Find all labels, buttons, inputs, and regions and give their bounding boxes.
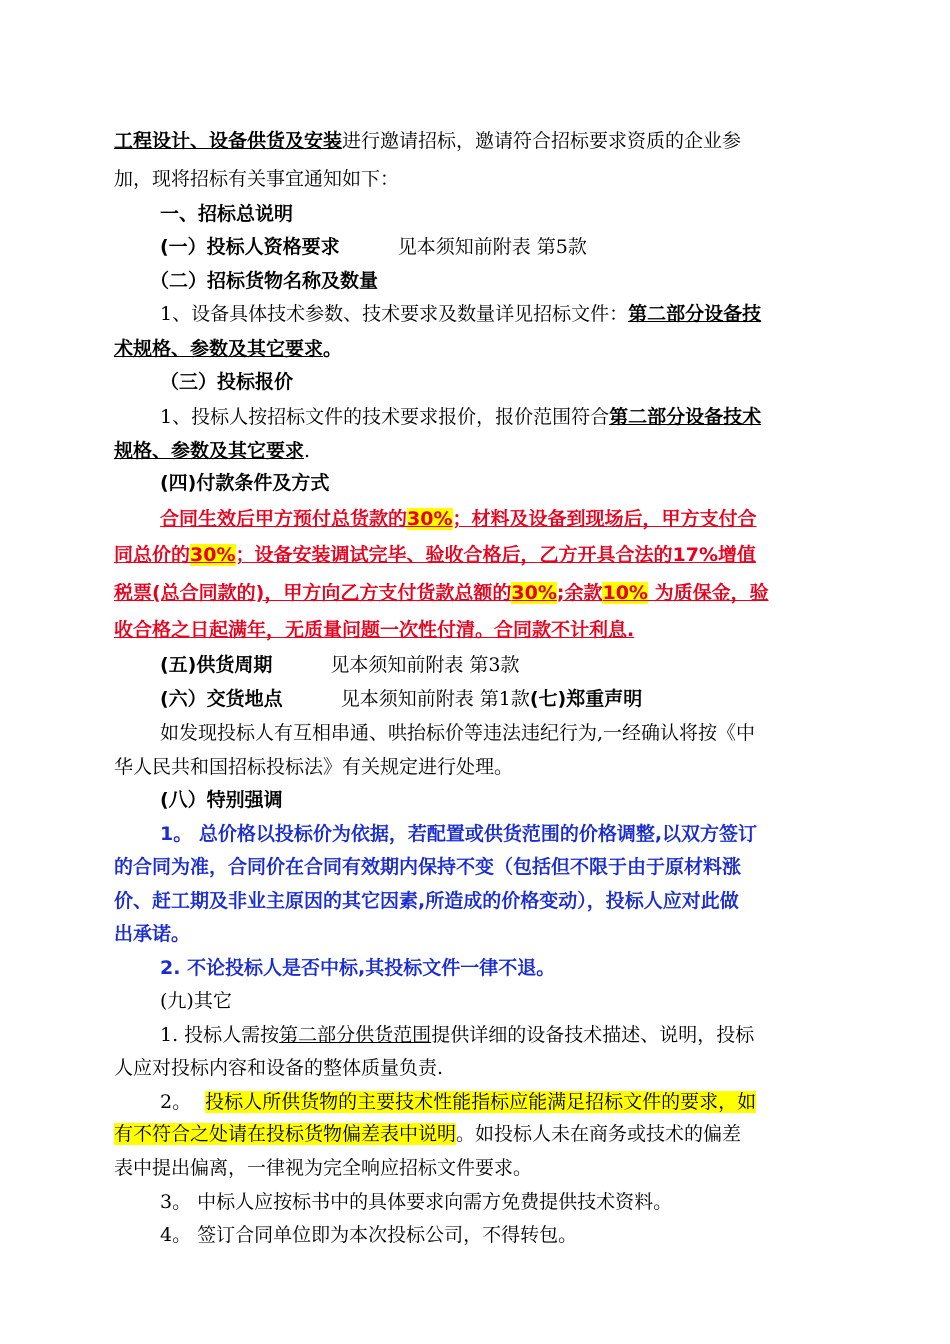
other-item-1-cont: 人应对投标内容和设备的整体质量负责. [114,1057,444,1079]
payment-line-4 [0,617,950,644]
other-item-2-num: 2。 [160,1091,192,1113]
section-1-1-ref: 见本须知前附表 第5款 [397,236,587,258]
section-1-3-title: （三）投标报价 [160,371,294,393]
intro-line-1 [0,128,950,155]
payment-text-3e: 为质保金，验 [647,582,769,604]
other-item-2-cont-2: 表中提出偏离，一律视为完全响应招标文件要求。 [114,1157,533,1179]
other-item-2-highlight-2: 有不符合之处请在投标货物偏差表中说明 [114,1123,457,1145]
project-name: 工程设计、设备供货及安装 [114,130,343,152]
section-1-1 [0,234,950,261]
emphasis-line-5: 2. 不论投标人是否中标,其投标文件一律不退。 [160,957,556,979]
section-1-2-para-1 [0,301,950,328]
other-item-3: 3。 中标人应按标书中的具体要求向需方免费提供技术资料。 [160,1191,673,1213]
other-item-1 [0,1022,950,1049]
section-1-6-title: (六）交货地点 [160,688,283,710]
section-1-5-ref: 见本须知前附表 第3款 [330,654,520,676]
section-1-3-link-1: 第二部分设备技术 [609,406,762,428]
payment-text-4: 收合格之日起满年，无质量问题一次性付清。合同款不计利息. [114,619,635,641]
section-1-3-text: 1、投标人按招标文件的技术要求报价，报价范围符合 [160,406,610,428]
payment-line-2 [0,542,950,569]
section-1-2-text: 1、设备具体技术参数、技术要求及数量详见招标文件： [160,303,629,325]
emphasis-line-3: 价、赶工期及非业主原因的其它因素,所造成的价格变动），投标人应对此做 [114,890,739,912]
section-1-3-link-2: 规格、参数及其它要求 [114,440,305,462]
section-1-2-link-1: 第二部分设备技 [628,303,762,325]
payment-pct-4: 10% [602,582,648,604]
other-item-1-link: 第二部分供货范围 [279,1024,432,1046]
section-1-5-title: (五)供货周期 [160,654,273,676]
payment-pct-2: 30% [190,544,236,566]
payment-line-3 [0,580,950,607]
declaration-line-1: 如发现投标人有互相串通、哄抬标价等违法违纪行为,一经确认将按《中 [160,722,756,744]
intro-text-1: 进行邀请招标，邀请符合招标要求资质的企业参 [342,130,742,152]
declaration-line-2: 华人民共和国招标投标法》有关规定进行处理。 [114,756,514,778]
other-item-2 [0,1089,950,1116]
other-item-1-text-c: 提供详细的设备技术描述、说明，投标 [431,1024,755,1046]
section-1-2-link-2: 术规格、参数及其它要求 [114,338,324,360]
section-1-2-period: 。 [323,338,343,360]
section-1-7-title: (七)郑重声明 [529,688,643,710]
emphasis-line-2: 的合同为准，合同价在合同有效期内保持不变（包括但不限于由于原材料涨 [114,856,742,878]
section-1-2-para-2 [0,336,950,363]
other-item-2-highlight-1: 投标人所供货物的主要技术性能指标应能满足招标文件的要求，如 [205,1091,757,1113]
section-1-6-ref: 见本须知前附表 第1款 [340,688,530,710]
section-1-2-title: （二）招标货物名称及数量 [150,270,379,292]
section-1-4-title: (四)付款条件及方式 [160,472,330,494]
payment-line-1 [0,506,950,533]
payment-text-3c: ;余款 [556,582,603,604]
section-1-8-title: (八）特别强调 [160,789,283,811]
section-1-3-period: . [304,440,311,462]
other-item-4: 4。 签订合同单位即为本次投标公司，不得转包。 [160,1224,578,1246]
emphasis-line-4: 出承诺。 [114,923,191,945]
intro-line-2: 加，现将招标有关事宜通知如下： [114,168,400,190]
section-1-3-para-1 [0,404,950,431]
section-1-title: 一、招标总说明 [160,203,294,225]
payment-pct-1: 30% [407,508,453,530]
payment-text-2c: ；设备安装调试完毕、验收合格后，乙方开具合法的17%增值 [235,544,756,566]
section-1-5 [0,652,950,679]
section-1-6 [0,686,950,713]
payment-text-2a: 同总价的 [114,544,191,566]
section-1-1-title: (一）投标人资格要求 [160,236,340,258]
other-item-2-text-d: 。如投标人未在商务或技术的偏差 [456,1123,742,1145]
section-1-9-title: (九)其它 [160,990,232,1012]
section-1-3-para-2 [0,438,950,465]
payment-text-1c: ；材料及设备到现场后，甲方支付合 [452,508,757,530]
emphasis-line-1: 1。 总价格以投标价为依据，若配置或供货范围的价格调整,以双方签订 [160,823,758,845]
other-item-2-cont [0,1121,950,1148]
payment-pct-3: 30% [511,582,557,604]
payment-text-1a: 合同生效后甲方预付总货款的 [160,508,408,530]
payment-text-3a: 税票(总合同款的)，甲方向乙方支付货款总额的 [114,582,512,604]
other-item-1-text-a: 1. 投标人需按 [160,1024,280,1046]
